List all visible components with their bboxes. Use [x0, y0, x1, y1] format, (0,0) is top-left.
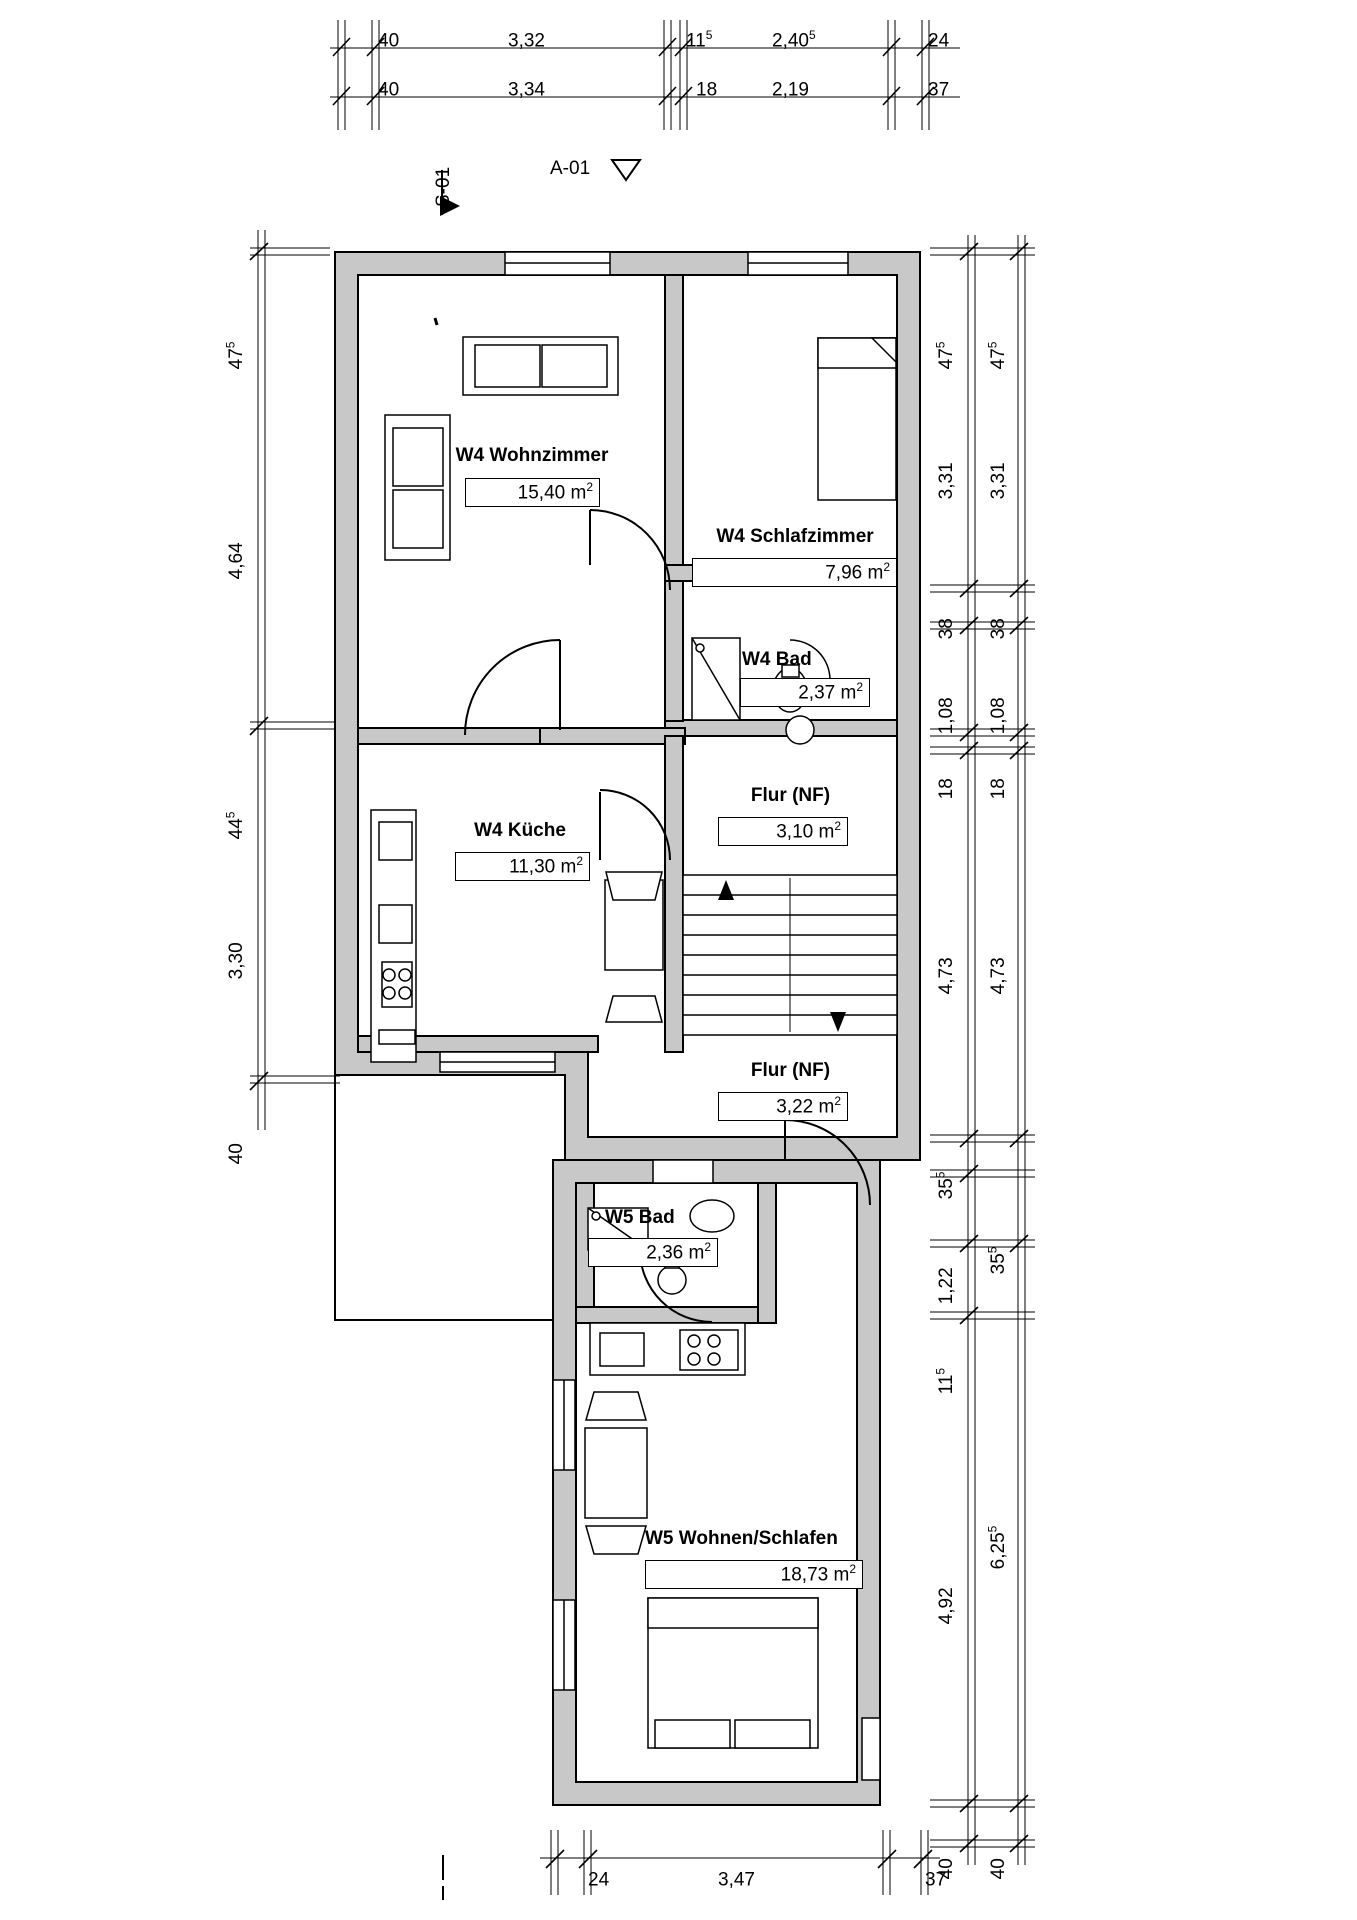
dim-top2-3: 2,19: [772, 79, 809, 101]
room-label-w5-bad: W5 Bad: [605, 1207, 675, 1228]
dim-right-in-0: $47^5$: [933, 341, 957, 370]
dim-right-out-8: 40: [988, 1858, 1009, 1880]
room-label-w4-kueche: W4 Küche: [474, 820, 566, 841]
dim-top2-0: 40: [378, 79, 400, 101]
section-mark-s01-label: S-01: [433, 166, 454, 207]
dim-right-in-2: 38: [936, 618, 957, 640]
dim-right-in-1: 3,31: [936, 462, 957, 500]
dim-left-1: 4,64: [226, 542, 247, 580]
room-label-w4-bad: W4 Bad: [742, 649, 812, 670]
dim-right-in-4: 18: [936, 778, 957, 800]
bottom-dimension-ticks: [546, 1850, 932, 1868]
dim-left-0: $47^5$: [223, 341, 247, 370]
dim-right-out-1: 3,31: [988, 462, 1009, 500]
dim-top1-2: $11^5$: [686, 28, 713, 52]
dim-right-out-0: $47^5$: [985, 341, 1009, 370]
dim-top1-0: 40: [378, 30, 400, 52]
room-area-w4-kueche: 11,30 $m^2$: [455, 852, 590, 881]
dim-top2-4: 37: [928, 79, 950, 101]
section-mark-a01-triangle: [612, 160, 640, 180]
furniture-w5-table: [585, 1392, 647, 1554]
room-label-w5-wohnen-schlafen: W5 Wohnen/Schlafen: [645, 1528, 838, 1549]
left-dimension-grid: [250, 230, 340, 1130]
dim-top1-3: 2,40$^5$: [772, 28, 816, 52]
dim-right-out-7: 6,25$^5$: [985, 1525, 1009, 1570]
dim-right-out-2: 38: [988, 618, 1009, 640]
dim-top2-1: 3,34: [508, 79, 545, 101]
furniture-w5-kueche: [590, 1323, 745, 1375]
dim-top2-2: 18: [696, 79, 718, 101]
section-mark-a01-label: A-01: [550, 158, 591, 179]
dim-right-out-3: 1,08: [988, 697, 1009, 735]
room-label-flur-oben: Flur (NF): [750, 785, 831, 806]
dim-right-out-6: $35^5$: [985, 1246, 1009, 1275]
dim-bottom-2: 37: [925, 1869, 947, 1891]
dim-right-in-3: 1,08: [936, 697, 957, 735]
room-label-flur-unten: Flur (NF): [750, 1060, 831, 1081]
furniture-schlafzimmer: [818, 338, 896, 500]
dim-left-3: 3,30: [226, 942, 247, 980]
dim-bottom-0: 24: [588, 1869, 610, 1891]
dim-right-out-4: 18: [988, 778, 1009, 800]
dim-left-4: 40: [226, 1143, 247, 1165]
room-area-w5-bad: 2,36 $m^2$: [588, 1238, 718, 1267]
room-label-w4-schlafzimmer: W4 Schlafzimmer: [716, 526, 874, 547]
dim-top1-1: 3,32: [508, 30, 545, 52]
dim-left-2: $44^5$: [223, 811, 247, 840]
room-area-w4-schlafzimmer: 7,96 $m^2$: [692, 558, 897, 587]
room-label-w4-wohnzimmer: W4 Wohnzimmer: [455, 445, 609, 466]
dim-right-in-9: 4,92: [936, 1587, 957, 1625]
dim-right-in-8: $11^5$: [933, 1367, 957, 1395]
dim-bottom-1: 3,47: [718, 1869, 755, 1891]
dim-right-out-5: 4,73: [988, 957, 1009, 995]
room-area-flur-oben: 3,10 $m^2$: [718, 817, 848, 846]
dim-right-in-6: $35^5$: [933, 1171, 957, 1200]
room-area-w4-wohnzimmer: 15,40 $m^2$: [465, 478, 600, 507]
room-area-flur-unten: 3,22 $m^2$: [718, 1092, 848, 1121]
room-area-w4-bad: 2,37 $m^2$: [740, 678, 870, 707]
top-dimension-grid: [330, 20, 960, 130]
property-outline: [335, 1075, 553, 1320]
room-area-w5-wohnen-schlafen: 18,73 $m^2$: [645, 1560, 863, 1589]
dim-right-in-7: 1,22: [936, 1267, 957, 1305]
dim-right-in-5: 4,73: [936, 957, 957, 995]
dim-right-in-10: 40: [936, 1858, 957, 1880]
dim-top1-4: 24: [928, 30, 950, 52]
staircase: [683, 875, 897, 1035]
